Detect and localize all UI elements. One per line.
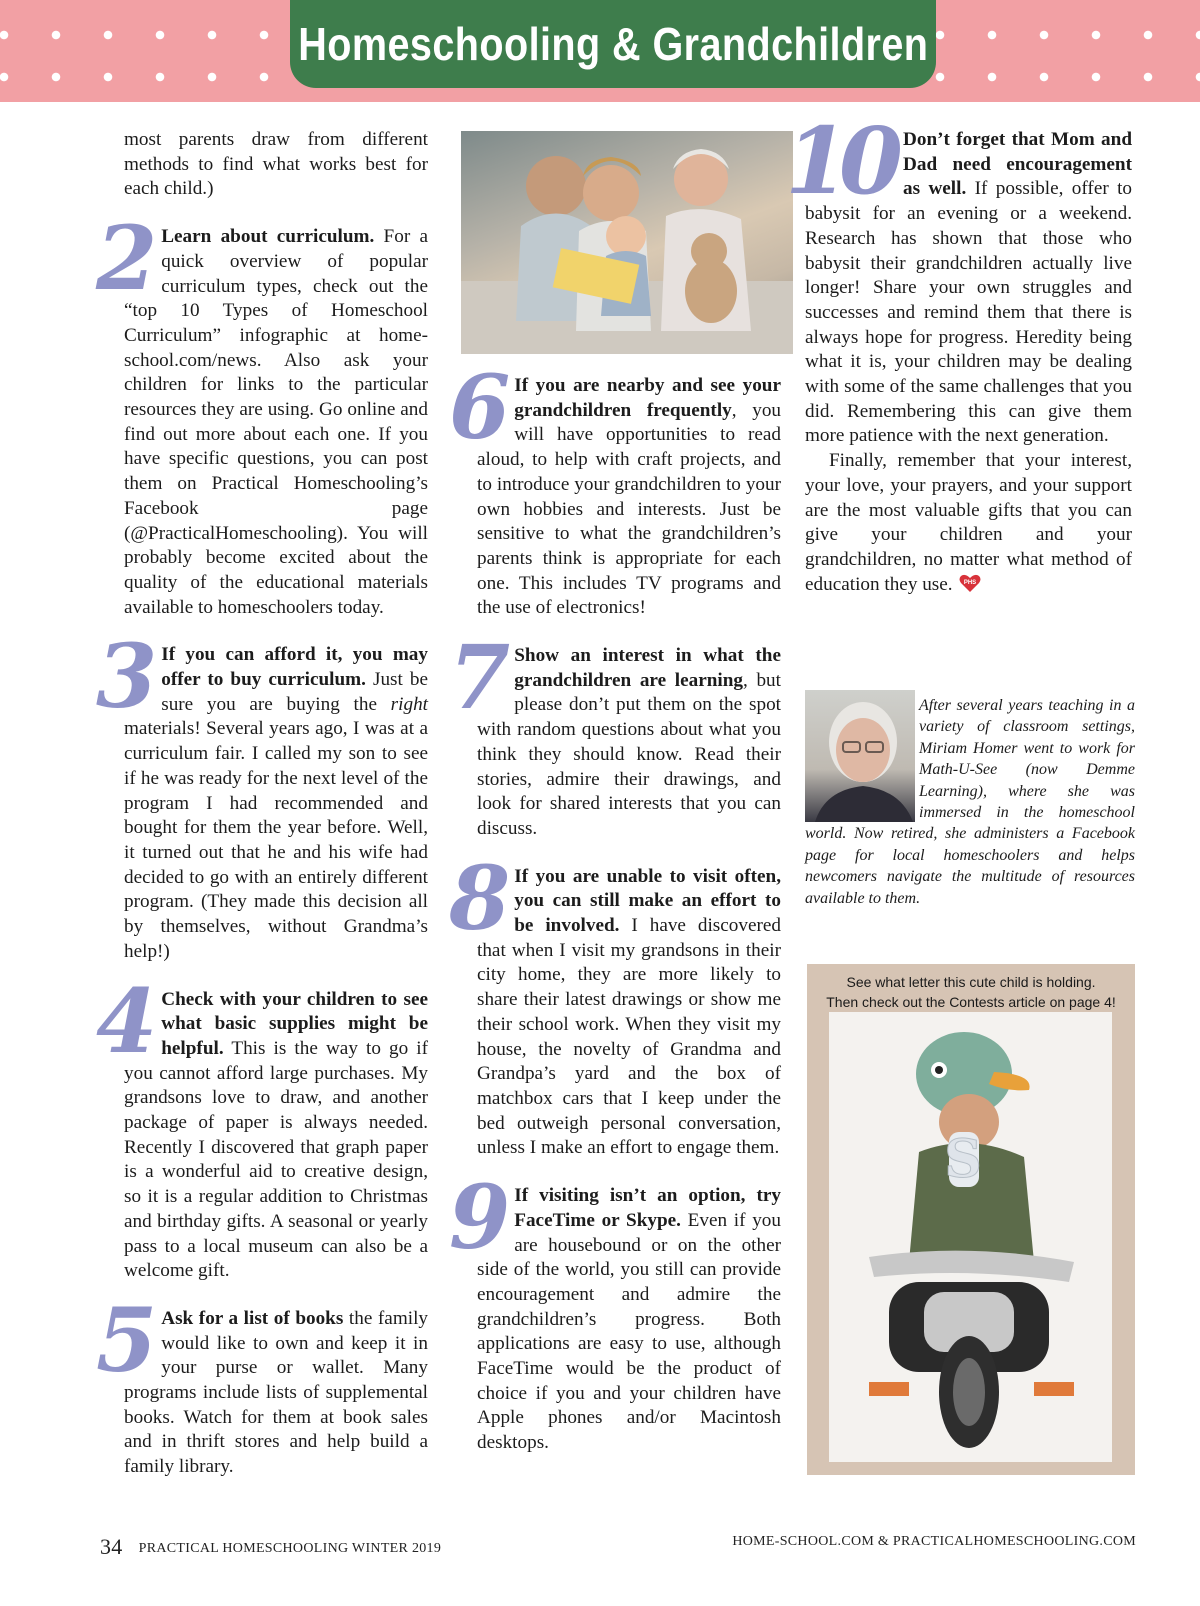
tip-heading: Ask for a list of books xyxy=(161,1307,344,1329)
tip-text: , you will have opportunities to read aloud, to help with craft projects, and to introduce your grandchildren to your own hobbies and interests. Just be sensitive to what the grandchildren’s parents think is appropriate for each one. This includes TV programs and the use of electronics! xyxy=(477,399,781,619)
tip-7 xyxy=(449,625,781,842)
footer-websites: HOME-SCHOOL.COM & PRACTICALHOMESCHOOLING.COM xyxy=(732,1534,1136,1549)
tip-9 xyxy=(449,1165,781,1456)
heart-end-icon xyxy=(959,573,981,593)
closing-paragraph: Finally, remember that your interest, your love, your prayers, and your support are the most valuable gifts that you can give your children and your grandchildren, no matter what method of education they use. PHS xyxy=(805,450,1132,595)
author-bio xyxy=(805,695,1135,909)
tip-number: 5 xyxy=(96,1287,158,1392)
tip-2 xyxy=(96,206,428,620)
child-tricycle-illustration xyxy=(829,1012,1112,1462)
tip-text: materials! Several years ago, I was at a curriculum fair. I called my son to see if he was ready for the next level of the program I had recommended and bought for them the year before. Well, it turned out that he and his wife had decided to go with an entirely different program. (They made this decision all by themselves, without Grandma’s help!) xyxy=(124,718,428,962)
tip-text: , but please don’t put them on the spot with random questions about what you think they should know. Read their stories, admire their drawings, and look for shared interests that you can discuss. xyxy=(477,669,781,839)
tip-text: Even if you are housebound or on the other side of the world, you still can provide encouragement and admire the grandchildren’s progress. Both applications are easy to use, although FaceTime would be the product of choice if you and your children have Apple phones and/or Macintosh desktops. xyxy=(477,1209,781,1454)
tip-number: 8 xyxy=(449,845,511,950)
child-on-tricycle-photo xyxy=(829,1012,1112,1462)
tip-number: 6 xyxy=(449,355,511,459)
tip-heading: If you are unable to visit often, you can still make an effort to be involved. xyxy=(514,865,781,937)
tip-text: This is the way to go if you cannot afford large purchases. My grandsons love to draw, and another package of paper is always needed. Recently I discovered that graph paper is a wonderful aid to creative design, so it is a regular addition to Christmas and birthday gifts. A seasonal or yearly pass to a local museum can also be a welcome gift. xyxy=(124,1037,428,1282)
held-letter: S xyxy=(944,1129,982,1190)
column-2 xyxy=(449,355,781,1456)
tip-number: 10 xyxy=(785,107,894,215)
bio-text: After several years teaching in a variety of classroom settings, Miriam Homer went to work for Math-U-See (now Demme Learning), where she was immersed in the homeschool world. Now retired, she administers a Facebook page for local homeschoolers and helps newcomers navigate the multitude of resources available to them. xyxy=(805,697,1135,907)
tip-text: For a quick overview of popular curriculum types, check out the “top 10 Types of Homeschool Curriculum” infographic at home-school.com/news. Also ask your children for links to the particular resources they are using. Go online and find out more about each one. If you have specific questions, you can post them on Practical Homeschooling’s Facebook page (@PracticalHomeschooling). You will probably become excited about the quality of the educational materials available to homeschoolers today. xyxy=(124,226,428,618)
tip-10 xyxy=(785,107,1132,449)
family-reading-photo xyxy=(461,131,793,354)
tip-heading: Show an interest in what the grandchildren are learning xyxy=(514,645,781,691)
badge-label: PHS xyxy=(963,579,976,586)
tip-number: 4 xyxy=(96,968,158,1073)
emphasis: right xyxy=(390,693,428,715)
column-3 xyxy=(785,107,1132,597)
tip-text: Just be sure you are buying the xyxy=(161,669,429,715)
contest-caption-line-1: See what letter this cute child is holding. xyxy=(846,974,1096,990)
tip-heading: Learn about curriculum. xyxy=(161,226,375,248)
contest-caption xyxy=(807,964,1135,1012)
tip-6 xyxy=(449,355,781,621)
tip-4 xyxy=(96,968,428,1284)
page-title: Homeschooling & Grandchildren xyxy=(297,18,929,70)
tip-8 xyxy=(449,845,781,1161)
column-1 xyxy=(96,128,429,1480)
tip-number: 9 xyxy=(449,1165,511,1270)
tip-heading: Check with your children to see what basic supplies might be helpful. xyxy=(161,988,428,1059)
tip-5 xyxy=(96,1287,428,1480)
intro-paragraph: most parents draw from different methods to find what works best for each child.) xyxy=(124,129,428,200)
tip-heading: If you are nearby and see your grandchildren frequently xyxy=(514,375,781,421)
tip-heading: If you can afford it, you may offer to buy curriculum. xyxy=(161,644,428,691)
tip-heading: Don’t forget that Mom and Dad need encouragement as well. xyxy=(903,129,1132,200)
tip-text: I have discovered that when I visit my grandsons in their city home, they are more likely to share their latest drawings or show me their school work. When they visit my house, the novelty of Grandma and Grandpa’s yard and the box of matchbox cars that I keep under the bed outweigh personal conversation, unless I make an effort to engage them. xyxy=(477,915,781,1159)
tip-text: If possible, offer to babysit for an evening or a weekend. Research has shown that those who babysit their grandchildren actually live longer! Share your own struggles and successes and remind them that there is always hope for progress. Heredity being what it is, your children may be dealing with some of the same challenges that you did. Remembering this can give them more patience with the next generation. xyxy=(805,178,1132,447)
tip-number: 7 xyxy=(449,625,511,730)
publication-line: PRACTICAL HOMESCHOOLING WINTER 2019 xyxy=(138,1541,442,1556)
contest-caption-line-2: Then check out the Contests article on page 4! xyxy=(826,994,1116,1010)
tip-3 xyxy=(96,624,429,964)
tip-number: 2 xyxy=(96,206,158,311)
footer-left xyxy=(100,1534,441,1560)
tip-text: the family would like to own and keep it in your purse or wallet. Many programs include lists of supplemental books. Watch for them at book sales and in thrift stores and help build a family library. xyxy=(124,1307,428,1478)
title-tab xyxy=(290,0,936,88)
contest-box xyxy=(807,964,1135,1475)
family-photo-illustration xyxy=(461,131,793,354)
tip-heading: If visiting isn’t an option, try FaceTime or Skype. xyxy=(514,1185,781,1231)
page-number: 34 xyxy=(100,1534,123,1559)
bio-photo-space xyxy=(805,695,919,819)
tip-number: 3 xyxy=(96,624,158,729)
